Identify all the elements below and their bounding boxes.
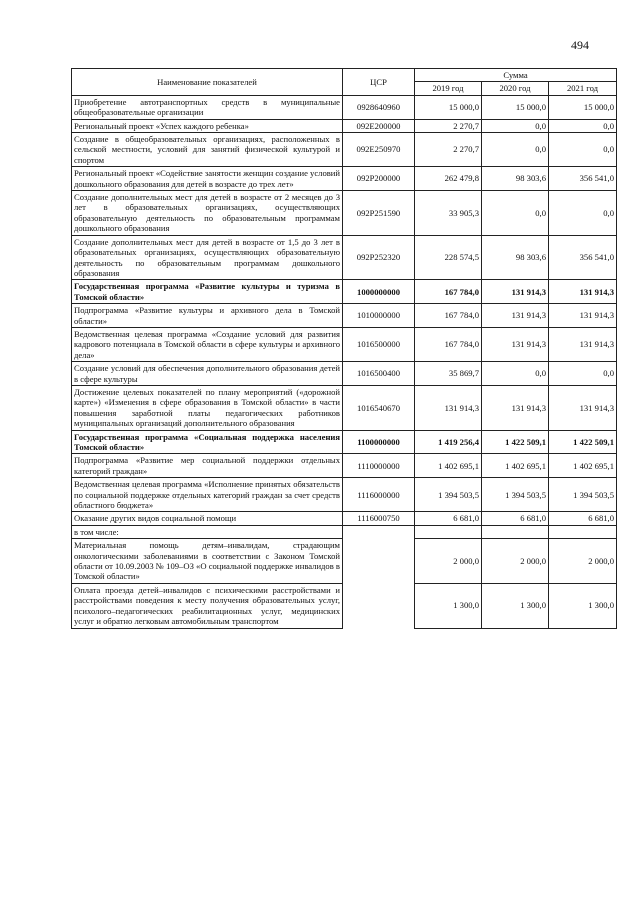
row-value-2019: 167 784,0 <box>415 327 482 361</box>
row-name-cell: Государственная программа «Социальная поддержка населения Томской области» <box>72 430 343 454</box>
row-name-cell: Подпрограмма «Развитие мер социальной поддержки отдельных категорий граждан» <box>72 454 343 478</box>
header-year-2019: 2019 год <box>415 82 482 95</box>
row-value-2019: 33 905,3 <box>415 191 482 236</box>
table-row <box>72 539 617 584</box>
table-row <box>72 280 617 304</box>
row-value-2019: 167 784,0 <box>415 280 482 304</box>
row-csr-cell: 092E200000 <box>343 119 415 132</box>
row-value-2021: 0,0 <box>549 119 617 132</box>
row-value-2021: 131 914,3 <box>549 327 617 361</box>
row-value-2020: 15 000,0 <box>482 95 549 119</box>
row-value-2019: 131 914,3 <box>415 385 482 430</box>
header-sum: Сумма <box>415 69 617 82</box>
row-name-cell: Создание дополнительных мест для детей в возрасте от 1,5 до 3 лет в образовательных организациях, осуществляющих образовательную деятельность по образовательным программам дошкольного образования <box>72 235 343 280</box>
table-row <box>72 478 617 512</box>
table-row <box>72 512 617 525</box>
row-csr-cell: 1010000000 <box>343 304 415 328</box>
row-csr-cell: 1016540670 <box>343 385 415 430</box>
row-csr-cell: 1116000750 <box>343 512 415 525</box>
row-csr-cell: 1016500400 <box>343 362 415 386</box>
row-csr-cell: 1000000000 <box>343 280 415 304</box>
row-value-2021: 1 422 509,1 <box>549 430 617 454</box>
row-value-2019: 2 000,0 <box>415 539 482 584</box>
row-csr-cell: 0928640960 <box>343 95 415 119</box>
table-row <box>72 119 617 132</box>
row-value-2021: 356 541,0 <box>549 167 617 191</box>
row-value-2021: 1 300,0 <box>549 583 617 628</box>
page-number: 494 <box>571 38 589 52</box>
table-row <box>72 583 617 628</box>
row-name-cell: Оказание других видов социальной помощи <box>72 512 343 525</box>
header-csr: ЦСР <box>343 69 415 96</box>
row-value-2020: 2 000,0 <box>482 539 549 584</box>
row-csr-cell <box>343 539 415 584</box>
table-row <box>72 235 617 280</box>
row-name-cell: Ведомственная целевая программа «Исполнение принятых обязательств по социальной поддержке отдельных категорий граждан за счет средств областного бюджета» <box>72 478 343 512</box>
row-name-cell: Приобретение автотранспортных средств в муниципальные общеобразовательные организации <box>72 95 343 119</box>
row-name-cell: Достижение целевых показателей по плану мероприятий («дорожной карте») «Изменения в сфере образования в Томской области» в части повышения заработной платы педагогических работников муниципальных организаций дополнительного образования <box>72 385 343 430</box>
header-year-2021: 2021 год <box>549 82 617 95</box>
row-value-2019: 35 869,7 <box>415 362 482 386</box>
row-name-cell: Материальная помощь детям–инвалидам, страдающим онкологическими заболеваниями в соответствии с Законом Томской области от 10.09.2003 № 109–ОЗ «О социальной поддержке инвалидов в Томской области» <box>72 539 343 584</box>
row-name-cell: в том числе: <box>72 525 343 538</box>
row-value-2020: 6 681,0 <box>482 512 549 525</box>
row-value-2019: 1 402 695,1 <box>415 454 482 478</box>
row-value-2019: 1 300,0 <box>415 583 482 628</box>
row-value-2019 <box>415 525 482 538</box>
table-row <box>72 304 617 328</box>
table-row <box>72 95 617 119</box>
row-name-cell: Подпрограмма «Развитие культуры и архивного дела в Томской области» <box>72 304 343 328</box>
row-csr-cell: 1100000000 <box>343 430 415 454</box>
row-csr-cell: 092P252320 <box>343 235 415 280</box>
row-csr-cell <box>343 525 415 538</box>
row-value-2019: 2 270,7 <box>415 133 482 167</box>
row-name-cell: Региональный проект «Содействие занятости женщин создание условий дошкольного образования для детей в возрасте до трех лет» <box>72 167 343 191</box>
table-row <box>72 385 617 430</box>
row-csr-cell: 092P251590 <box>343 191 415 236</box>
row-name-cell: Создание условий для обеспечения дополнительного образования детей в сфере культуры <box>72 362 343 386</box>
table-row <box>72 430 617 454</box>
row-value-2020: 98 303,6 <box>482 167 549 191</box>
row-value-2019: 2 270,7 <box>415 119 482 132</box>
row-name-cell: Региональный проект «Успех каждого ребенка» <box>72 119 343 132</box>
row-value-2020: 98 303,6 <box>482 235 549 280</box>
table-row <box>72 454 617 478</box>
row-value-2021: 1 402 695,1 <box>549 454 617 478</box>
row-value-2020 <box>482 525 549 538</box>
row-value-2019: 1 394 503,5 <box>415 478 482 512</box>
row-value-2020: 0,0 <box>482 191 549 236</box>
row-value-2021: 0,0 <box>549 362 617 386</box>
table-row <box>72 191 617 236</box>
row-value-2021: 6 681,0 <box>549 512 617 525</box>
row-csr-cell: 1016500000 <box>343 327 415 361</box>
row-name-cell: Оплата проезда детей–инвалидов с психическими расстройствами и расстройствами поведения к месту получения образовательных услуг, психолого–педагогических реабилитационных услуг, медицинских услуг и обратно легковым автомобильным транспортом <box>72 583 343 628</box>
row-csr-cell: 092E250970 <box>343 133 415 167</box>
row-value-2020: 0,0 <box>482 133 549 167</box>
row-value-2021: 0,0 <box>549 191 617 236</box>
table-row <box>72 167 617 191</box>
row-value-2021: 0,0 <box>549 133 617 167</box>
row-value-2020: 131 914,3 <box>482 304 549 328</box>
row-value-2019: 262 479,8 <box>415 167 482 191</box>
row-value-2019: 228 574,5 <box>415 235 482 280</box>
row-value-2021: 356 541,0 <box>549 235 617 280</box>
row-csr-cell: 1110000000 <box>343 454 415 478</box>
row-value-2020: 131 914,3 <box>482 327 549 361</box>
row-value-2020: 0,0 <box>482 362 549 386</box>
row-value-2021: 131 914,3 <box>549 304 617 328</box>
row-value-2019: 1 419 256,4 <box>415 430 482 454</box>
row-value-2020: 0,0 <box>482 119 549 132</box>
row-value-2019: 167 784,0 <box>415 304 482 328</box>
row-value-2020: 131 914,3 <box>482 385 549 430</box>
row-name-cell: Государственная программа «Развитие культуры и туризма в Томской области» <box>72 280 343 304</box>
table-row <box>72 362 617 386</box>
row-value-2021 <box>549 525 617 538</box>
row-value-2020: 1 300,0 <box>482 583 549 628</box>
table-row <box>72 327 617 361</box>
row-csr-cell: 092P200000 <box>343 167 415 191</box>
row-value-2021: 131 914,3 <box>549 385 617 430</box>
row-csr-cell <box>343 583 415 628</box>
row-value-2021: 1 394 503,5 <box>549 478 617 512</box>
row-name-cell: Ведомственная целевая программа «Создание условий для развития кадрового потенциала в Томской области в сфере культуры и архивного дела» <box>72 327 343 361</box>
row-value-2019: 6 681,0 <box>415 512 482 525</box>
row-name-cell: Создание в общеобразовательных организациях, расположенных в сельской местности, условий для занятий физической культурой и спортом <box>72 133 343 167</box>
budget-table <box>71 68 617 629</box>
row-value-2019: 15 000,0 <box>415 95 482 119</box>
header-year-2020: 2020 год <box>482 82 549 95</box>
row-name-cell: Создание дополнительных мест для детей в возрасте от 2 месяцев до 3 лет в образовательных организациях, осуществляющих образовательную деятельность по образовательным программам дошкольного образования <box>72 191 343 236</box>
row-value-2021: 2 000,0 <box>549 539 617 584</box>
row-value-2020: 131 914,3 <box>482 280 549 304</box>
table-row <box>72 525 617 538</box>
header-row <box>72 69 617 82</box>
header-name: Наименование показателей <box>72 69 343 96</box>
row-value-2020: 1 402 695,1 <box>482 454 549 478</box>
row-csr-cell: 1116000000 <box>343 478 415 512</box>
table-row <box>72 133 617 167</box>
row-value-2021: 15 000,0 <box>549 95 617 119</box>
row-value-2020: 1 422 509,1 <box>482 430 549 454</box>
row-value-2020: 1 394 503,5 <box>482 478 549 512</box>
row-value-2021: 131 914,3 <box>549 280 617 304</box>
